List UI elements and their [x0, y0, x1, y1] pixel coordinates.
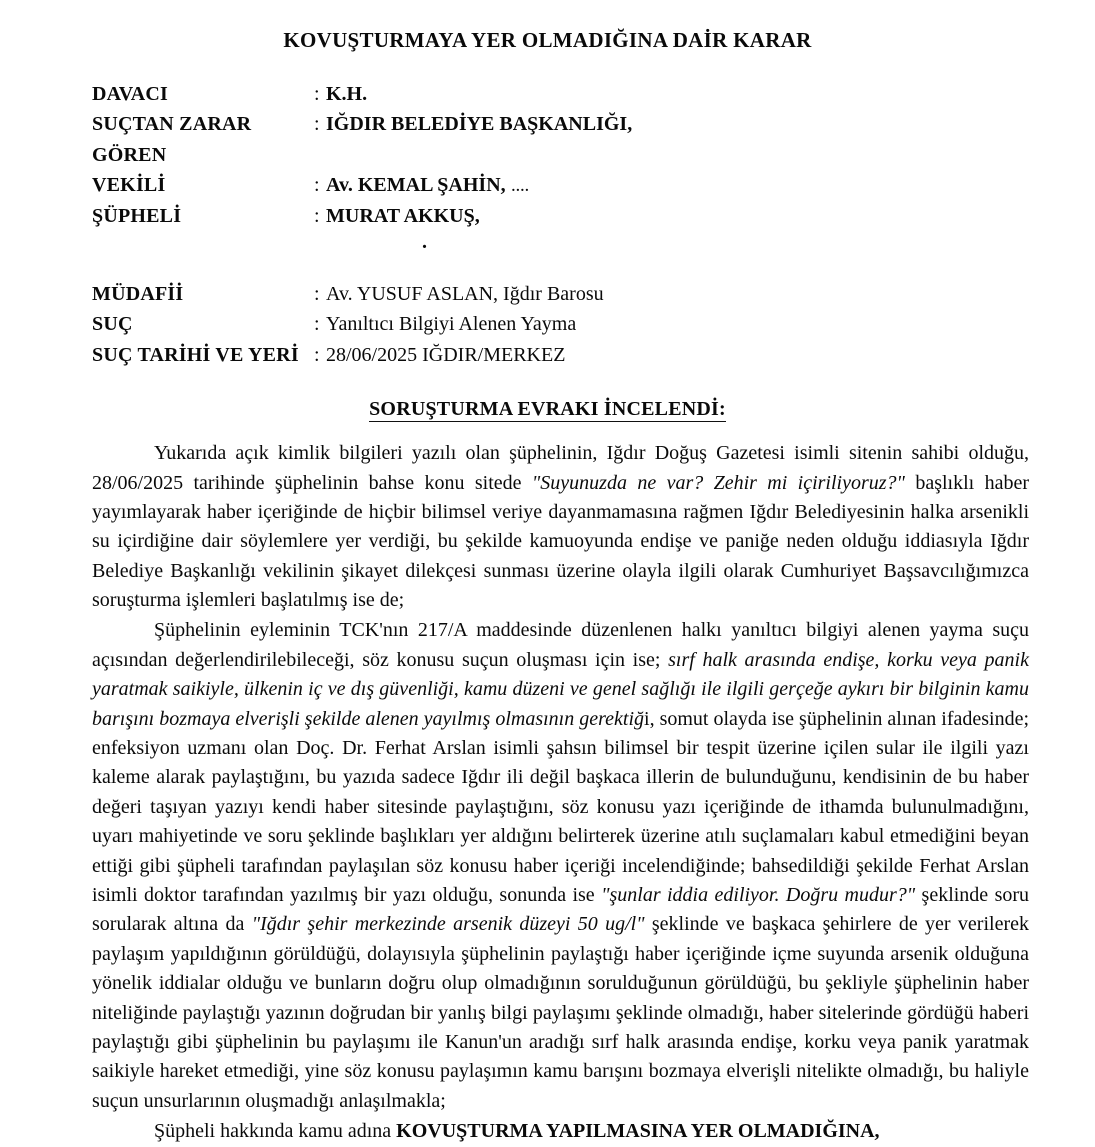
- field-row-mudafii: [92, 279, 992, 309]
- field-separator: :: [314, 313, 320, 336]
- paragraph-2-italic-2: "şunlar iddia ediliyor. Doğru mudur?": [601, 883, 916, 906]
- stray-mark-glyph: .: [422, 230, 427, 253]
- paragraph-1-part-b: başlıklı haber yayımlayarak haber içeriğinde de hiçbir bilimsel veriye dayanmamasına rağmen Iğdır Belediyesinin halka arsenikli su içirdiğine dair söylemlere yer verdiği, bu şekilde kamuoyunda endişe ve paniğe neden olduğu iddiasıyla Iğdır Belediye Başkanlığı vekilinin şikayet dilekçesi sunması üzerine olayla ilgili olarak Cumhuriyet Başsavcılığımızca soruşturma işlemleri başlatılmış ise de;: [92, 471, 1029, 612]
- field-row-suc: [92, 309, 992, 339]
- field-value-supheli: MURAT AKKUŞ,: [326, 204, 480, 227]
- field-value-mudafii: Av. YUSUF ASLAN, Iğdır Barosu: [326, 282, 604, 305]
- case-fields-block-2: [92, 279, 992, 370]
- paragraph-3-decision: KOVUŞTURMA YAPILMASINA YER OLMADIĞINA,: [396, 1120, 880, 1143]
- paragraph-2: [92, 616, 1029, 1116]
- field-separator: :: [314, 343, 320, 366]
- field-separator: :: [314, 204, 320, 227]
- field-value-vekili-redaction: ....: [511, 180, 530, 196]
- field-separator: :: [314, 83, 320, 105]
- paragraph-1-quote: "Suyunuzda ne var? Zehir mi içiriliyoruz?": [531, 471, 905, 494]
- stray-mark: [92, 231, 992, 257]
- paragraph-2-italic-3: "Iğdır şehir merkezinde arsenik düzeyi 50 ug/l": [251, 913, 645, 936]
- field-label-mudafii: MÜDAFİİ: [92, 282, 184, 305]
- field-row-supheli: [92, 201, 992, 231]
- field-block-gap: [0, 257, 1095, 279]
- field-label-davaci: DAVACI: [92, 83, 169, 105]
- field-row-davaci: [92, 79, 992, 109]
- field-label-suctan-zarar-goren: SUÇTAN ZARAR GÖREN: [92, 113, 252, 166]
- paragraph-2-part-a: Şüphelinin eyleminin TCK'nın 217/A maddesinde düzenlenen halkı yanıltıcı bilgiyi alenen yayma suçu açısından değerlendirilebileceği, söz konusu suçun oluşması için ise;: [92, 619, 1029, 671]
- field-label-vekili: VEKİLİ: [92, 174, 166, 197]
- paragraph-1-part-a: Yukarıda açık kimlik bilgileri yazılı olan şüphelinin, Iğdır Doğuş Gazetesi isimli sitenin sahibi olduğu, 28/06/2025 tarihinde şüphelinin bahse konu sitede: [92, 442, 1029, 494]
- field-row-suctan-zarar-goren: [92, 109, 992, 170]
- paragraph-2-part-c: şeklinde soru sorularak altına da: [92, 883, 1030, 936]
- document-page: [0, 28, 1095, 1143]
- paragraph-1: [92, 439, 1029, 615]
- paragraph-3-part-a: Şüpheli hakkında kamu adına: [154, 1120, 397, 1143]
- field-label-suc: SUÇ: [92, 313, 133, 336]
- document-body: [92, 439, 1029, 1146]
- field-separator: :: [314, 282, 320, 305]
- paragraph-2-part-d: şeklinde ve başkaca şehirlere de yer verilerek paylaşım yapıldığının görüldüğü, dolayısıyla şüphelinin paylaştığı haber içeriğinde içme suyunda arsenik olduğuna yönelik iddialar olduğu ve bunların doğru olup olmadığının sorulduğunun görüldüğü, bu şekliyle şüphelinin haber niteliğinde paylaştığı yazının doğrudan bir yanlış bilgi paylaşımı şeklinde olmadığı, haber sitelerinde gördüğü haberi paylaştığı gibi şüphelinin bu paylaşımı ile Kanun'un aradığı sırf halk arasında endişe, korku veya panik yaratmak saikiyle hareket etmediği, yine söz konusu paylaşımın kamu barışını bozmaya elverişli nitelikte olmadığı, bu haliyle suçun unsurlarının oluşmadığı anlaşılmakla;: [92, 913, 1029, 1112]
- section-heading-text: SORUŞTURMA EVRAKI İNCELENDİ:: [369, 398, 726, 421]
- page-title: KOVUŞTURMAYA YER OLMADIĞINA DAİR KARAR: [283, 28, 812, 52]
- field-value-suctan-zarar-goren: IĞDIR BELEDİYE BAŞKANLIĞI,: [326, 113, 633, 136]
- field-value-suc-tarihi-ve-yeri: 28/06/2025 IĞDIR/MERKEZ: [326, 343, 566, 366]
- paragraph-2-part-b: i, somut olayda ise şüphelinin alınan ifadesinde; enfeksiyon uzmanı olan Doç. Dr. Ferhat Arslan isimli şahsın bilimsel bir tespit üzerine içilen sular ile ilgili yazı kaleme alarak paylaştığını, bu yazıda sadece Iğdır ili değil başkaca illerin de bulunduğunu, kendisinin de bu haber değeri taşıyan yazıyı kendi haber sitesinde paylaştığını, söz konusu yazı içeriğinde de ithamda bulunulmadığını, uyarı mahiyetinde ve soru şeklinde başlıkları yer aldığını belirterek üzerine atılı suçlamaları kabul etmediğini beyan ettiği gibi şüpheli tarafından paylaşılan söz konusu haber içeriği incelendiğinde; bahsedildiği şekilde Ferhat Arslan isimli doktor tarafından yazılmış bir yazı olduğu, sonunda ise: [92, 707, 1030, 906]
- field-row-vekili: [92, 170, 992, 200]
- field-separator: :: [314, 174, 320, 197]
- paragraph-2-italic-1: sırf halk arasında endişe, korku veya panik yaratmak saikiyle, ülkenin iç ve dış güvenliği, kamu düzeni ve genel sağlığı ile ilgili gerçeğe aykırı bir bilginin kamu barışını bozmaya elverişli şekilde alenen yayılmış olmasının gerektiğ: [92, 648, 1029, 730]
- case-fields-block: [92, 79, 992, 231]
- field-label-suc-tarihi-ve-yeri: SUÇ TARİHİ VE YERİ: [92, 343, 299, 366]
- field-value-vekili: Av. KEMAL ŞAHİN,: [326, 174, 506, 197]
- field-label-supheli: ŞÜPHELİ: [92, 204, 182, 227]
- field-value-suc: Yanıltıcı Bilgiyi Alenen Yayma: [326, 313, 577, 336]
- field-row-suc-tarihi-ve-yeri: [92, 340, 992, 370]
- field-separator: :: [314, 113, 320, 136]
- section-heading: [0, 398, 1095, 421]
- paragraph-3: [92, 1117, 1029, 1146]
- field-value-davaci: K.H.: [326, 83, 368, 105]
